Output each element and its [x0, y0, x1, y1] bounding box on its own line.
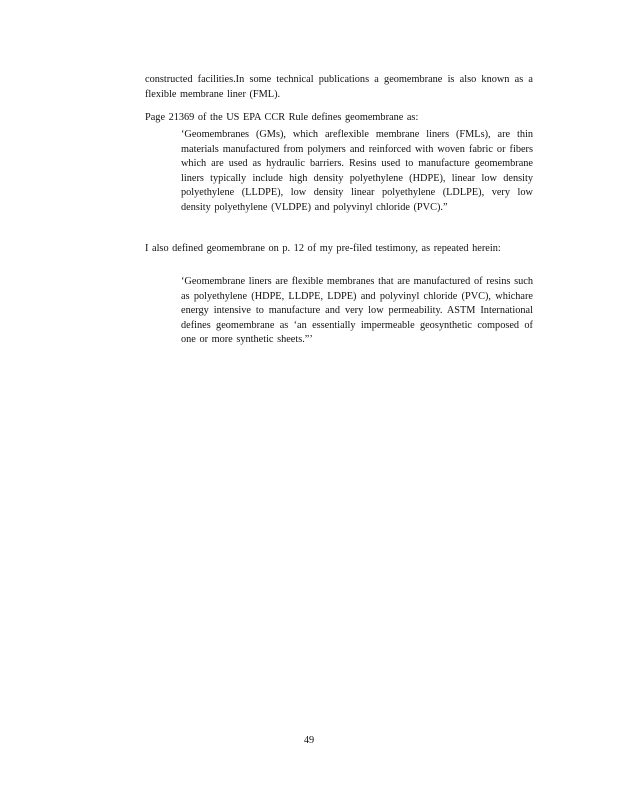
page-number: 49 — [303, 735, 315, 746]
paragraph-testimony-intro: I also defined geomembrane on p. 12 of my pre-filed testimony, as repeated herein: — [145, 243, 501, 254]
paragraph-fml-definition: constructed facilities.In some technical publications a geomembrane is also known as a flexible membrane liner (FML). — [145, 74, 533, 100]
block-quote-epa-definition: ‘Geomembranes (GMs), which areflexible membrane liners (FMLs), are thin materials manufactured from polymers and reinforced with woven fabric or fibers which are used as hydraulic barriers. Resins used to manufacture geomembrane liners typically include high density polyethylene (HDPE), linear low density polyethylene (LLDPE), low density linear polyethylene (LDLPE), very low density polyethylene (VLDPE) and polyvinyl chloride (PVC).” — [181, 129, 533, 213]
paragraph-epa-rule-intro: Page 21369 of the US EPA CCR Rule defines geomembrane as: — [145, 112, 419, 123]
block-quote-testimony-definition: ‘Geomembrane liners are flexible membranes that are manufactured of resins such as polyethylene (HDPE, LLDPE, LDPE) and polyvinyl chloride (PVC), whichare energy intensive to manufacture and very low permeability. ASTM International defines geomembrane as ‘an essentially impermeable geosynthetic composed of one or more synthetic sheets.”’ — [181, 276, 533, 346]
